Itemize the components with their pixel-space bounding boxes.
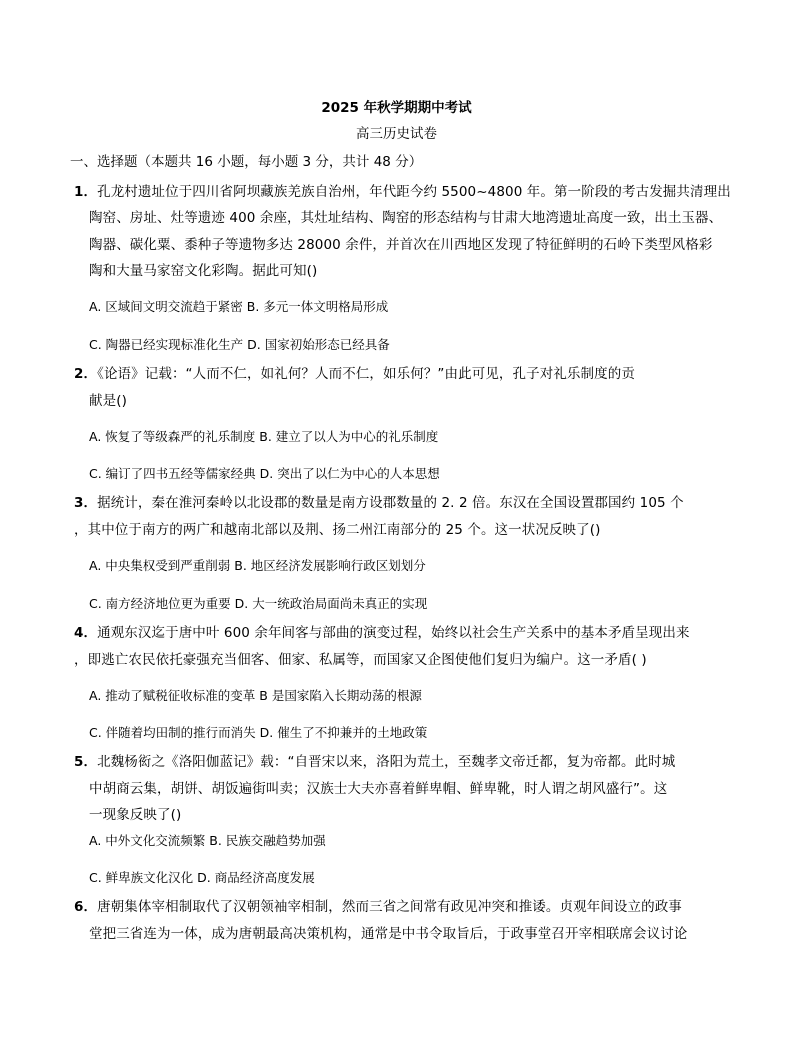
option-d: D. 突出了以仁为中心的人本思想	[259, 466, 440, 481]
option-d: D. 大一统政治局面尚未真正的实现	[234, 596, 428, 611]
question-1-line-1: 1．孔龙村遗址位于四川省阿坝藏族羌族自治州，年代距今约 5500~4800 年。第一阶段的考古发掘共清理出	[74, 184, 731, 200]
option-d: D. 商品经济高度发展	[197, 870, 315, 885]
option-d: D. 催生了不抑兼并的土地政策	[259, 725, 428, 740]
question-3-options-cd	[89, 594, 427, 612]
option-a: A. 区域间文明交流趋于紧密	[89, 299, 247, 314]
question-5-line-3: 一现象反映了()	[89, 807, 182, 823]
section-heading: 一、选择题（本题共 16 小题，每小题 3 分，共计 48 分）	[70, 154, 423, 170]
option-b: B. 地区经济发展影响行政区划划分	[234, 558, 426, 573]
option-b: B. 民族交融趋势加强	[209, 833, 326, 848]
question-5-options-ab	[89, 831, 326, 849]
option-a: A. 中央集权受到严重削弱	[89, 558, 235, 573]
option-a: A. 中外文化交流频繁	[89, 833, 210, 848]
option-c: C. 编订了四书五经等儒家经典	[89, 466, 260, 481]
question-5-line-1: 5．北魏杨衒之《洛阳伽蓝记》载：“自晋宋以来，洛阳为荒土，至魏孝文帝迁都，复为帝都。此时城	[74, 754, 676, 770]
question-2-line-1: 2．《论语》记载：“人而不仁，如礼何？人而不仁，如乐何？”由此可见，孔子对礼乐制度的贡	[74, 366, 635, 382]
exam-title: 2025 年秋学期期中考试	[321, 100, 472, 116]
option-a: A. 恢复了等级森严的礼乐制度	[89, 429, 260, 444]
question-3-options-ab	[89, 556, 426, 574]
question-number: 2．	[74, 366, 98, 382]
option-a: A. 推动了赋税征收标准的变革	[89, 688, 260, 703]
question-5-options-cd	[89, 868, 315, 886]
question-4-options-ab	[89, 686, 422, 704]
option-d: D. 国家初始形态已经具备	[247, 337, 390, 352]
question-5-line-2: 中胡商云集，胡饼、胡饭遍街叫卖；汉族士大夫亦喜着鲜卑帽、鲜卑靴，时人谓之胡风盛行”。这	[89, 781, 668, 797]
question-number: 5．	[74, 754, 98, 770]
question-4-line-1: 4．通观东汉迄于唐中叶 600 余年间客与部曲的演变过程，始终以社会生产关系中的基本矛盾呈现出来	[74, 625, 690, 641]
question-1-options-ab	[89, 297, 388, 315]
option-b: B 是国家陷入长期动荡的根源	[259, 688, 422, 703]
option-c: C. 伴随着均田制的推行而消失	[89, 725, 260, 740]
question-1-line-4: 陶和大量马家窑文化彩陶。据此可知()	[89, 263, 318, 279]
question-number: 6．	[74, 899, 98, 915]
question-2-options-ab	[89, 427, 438, 445]
question-6-line-1: 6．唐朝集体宰相制取代了汉朝领袖宰相制，然而三省之间常有政见冲突和推诿。贞观年间设立的政事	[74, 899, 682, 915]
exam-subtitle: 高三历史试卷	[356, 126, 437, 142]
option-b: B. 建立了以人为中心的礼乐制度	[259, 429, 439, 444]
question-3-line-2: ，其中位于南方的两广和越南北部以及荆、扬二州江南部分的 25 个。这一状况反映了()	[74, 522, 601, 538]
question-4-options-cd	[89, 723, 427, 741]
question-2-options-cd	[89, 464, 440, 482]
question-6-line-2: 堂把三省连为一体，成为唐朝最高决策机构，通常是中书令取旨后，于政事堂召开宰相联席会议讨论	[89, 926, 688, 942]
question-1-options-cd	[89, 335, 390, 353]
option-c: C. 南方经济地位更为重要	[89, 596, 235, 611]
question-number: 1．	[74, 184, 98, 200]
option-b: B. 多元一体文明格局形成	[246, 299, 389, 314]
question-3-line-1: 3．据统计，秦在淮河秦岭以北设郡的数量是南方设郡数量的 2. 2 倍。东汉在全国设置郡国约 105 个	[74, 495, 684, 511]
question-number: 3．	[74, 495, 98, 511]
option-c: C. 鲜卑族文化汉化	[89, 870, 198, 885]
question-1-line-3: 陶器、碳化粟、黍种子等遗物多达 28000 余件，并首次在川西地区发现了特征鲜明的石岭下类型风格彩	[89, 237, 713, 253]
question-2-line-2: 献是()	[89, 393, 127, 409]
question-1-line-2: 陶窑、房址、灶等遗迹 400 余座，其灶址结构、陶窑的形态结构与甘肃大地湾遗址高度一致，出土玉器、	[89, 210, 723, 226]
question-number: 4．	[74, 625, 98, 641]
question-4-line-2: ，即逃亡农民依托豪强充当佃客、佃家、私属等，而国家又企图使他们复归为编户。这一矛盾( )	[74, 652, 647, 668]
option-c: C. 陶器已经实现标准化生产	[89, 337, 248, 352]
